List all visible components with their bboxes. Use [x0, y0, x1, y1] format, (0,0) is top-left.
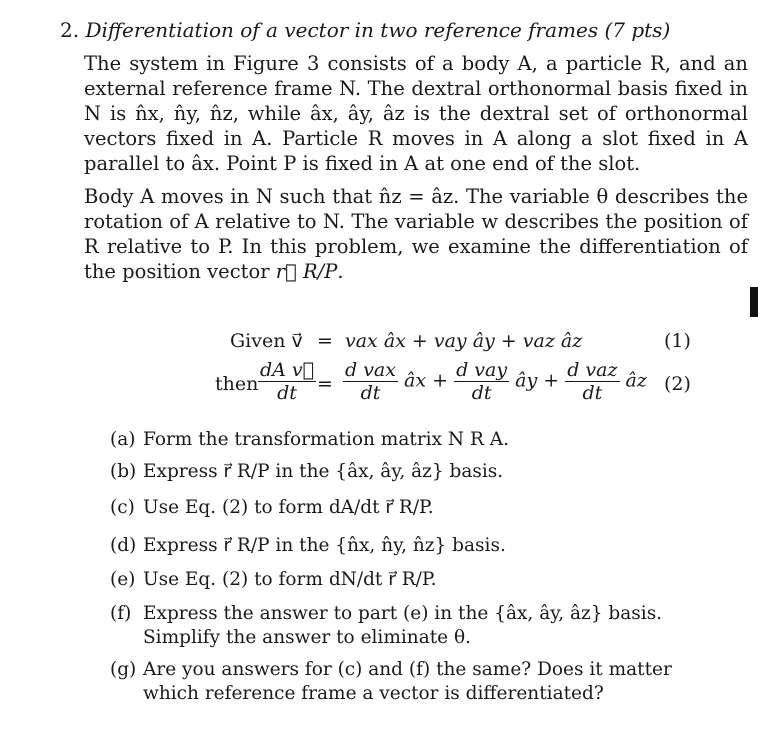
part-letter: (f) [110, 603, 132, 624]
paragraph-1: The system in Figure 3 consists of a body A, a particle R, and an external reference frame N. The dextral orthonormal basis fixed in N is n̂x, n̂y, n̂z, while âx, ây, âz is the dextral set of orthonormal vectors fixed in A. Particle R moves in A along a slot fixed in A parallel to âx. Point P is fixed in A at one end of the slot. [84, 52, 748, 175]
part-text: Express the answer to part (e) in the {âx, ây, âz} basis. Simplify the answer to eliminate θ. [143, 603, 663, 648]
eq2-lhs-den: dt [277, 382, 297, 404]
part-text: Form the transformation matrix N R A. [143, 429, 510, 450]
paragraph-2-text: Body A moves in N such that n̂z = âz. The variable θ describes the rotation of A relative to N. The variable w describes the position of R relative to P. In this problem, we examine the differentiation of the position vector [84, 185, 748, 283]
eq2-term2-unit: ây [515, 369, 538, 392]
part-text: Express r⃗ R/P in the {n̂x, n̂y, n̂z} basis. [143, 535, 506, 556]
part-letter: (d) [110, 535, 137, 556]
part-letter: (e) [110, 569, 136, 590]
eq2-term3-unit: âz [625, 369, 647, 392]
eq2-term1-op: + [432, 369, 449, 392]
eq1-number: (1) [664, 330, 691, 352]
eq1-rhs: vax âx + vay ây + vaz âz [345, 330, 583, 352]
eq2-term1-num: d vax [345, 359, 396, 381]
part-text: Use Eq. (2) to form dA/dt r⃗ R/P. [143, 497, 434, 518]
problem-title-text: Differentiation of a vector in two reference frames (7 pts) [85, 18, 671, 42]
eq2-term2-num: d vay [456, 359, 508, 381]
eq2-term2-den: dt [471, 382, 492, 404]
part-letter: (a) [110, 429, 136, 450]
part-text: Express r⃗ R/P in the {âx, ây, âz} basis. [143, 461, 504, 482]
problem-title [60, 16, 670, 44]
eq2-rhs [343, 359, 647, 404]
problem-number: 2. [60, 18, 80, 42]
part-letter: (c) [110, 497, 135, 518]
eq2-number: (2) [664, 373, 691, 395]
eq1-rel: = [317, 330, 333, 352]
part-letter: (g) [110, 659, 137, 680]
equation-1 [230, 330, 303, 352]
paragraph-2: Body A moves in N such that n̂z = âz. The variable θ describes the rotation of A relative to N. The variable w describes the position of R relative to P. In this problem, we examine the differentiation of the position vector r⃗ R/P. [84, 185, 748, 283]
part-text: Are you answers for (c) and (f) the same? Does it matter which reference frame a vector is differentiated? [143, 659, 672, 704]
eq2-term3-den: dt [582, 382, 603, 404]
part-text: Use Eq. (2) to form dN/dt r⃗ R/P. [143, 569, 437, 590]
eq2-term1-unit: âx [404, 369, 427, 392]
eq1-label: Given v⃗ [230, 330, 303, 352]
eq2-label: then [215, 373, 259, 395]
eq2-lhs [258, 359, 316, 404]
eq2-term2-op: + [543, 369, 560, 392]
position-vector: r⃗ R/P [275, 260, 338, 283]
eq2-lhs-num: dA v⃗ [260, 359, 315, 381]
eq2-rel: = [317, 373, 333, 395]
eq2-term1-den: dt [360, 382, 381, 404]
margin-bar [750, 287, 758, 317]
part-letter: (b) [110, 461, 137, 482]
eq2-term3-num: d vaz [567, 359, 618, 381]
